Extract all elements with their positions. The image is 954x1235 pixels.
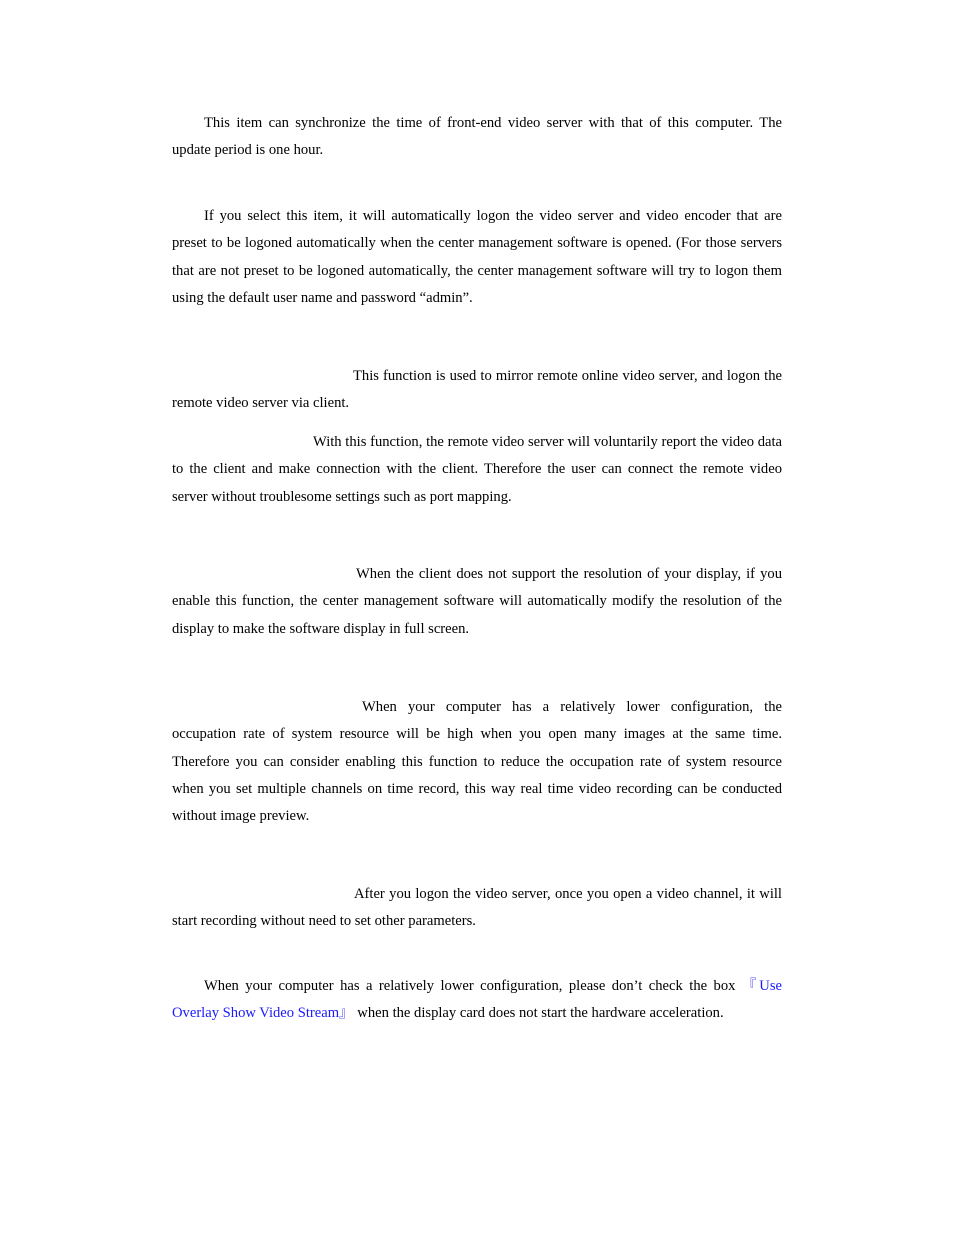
paragraph-no-preview: When your computer has a relatively lower configuration, the occupation rate of system resource will be high when you open many images at the same time. Therefore you can consider enabling this function to reduce the occupation rate of system resource when you set multiple channels on time record, this way real time video recording can be conducted without image preview.	[172, 699, 782, 825]
note-text-before: When your computer has a relatively lower configuration, please don’t check the box	[204, 978, 742, 994]
note-text-after: when the display card does not start the hardware acceleration.	[353, 1005, 724, 1022]
paragraph-auto-logon: If you select this item, it will automatically logon the video server and video encoder that are preset to be logoned automatically when the center management software is opened. (For those servers that are not preset to be logoned automatically, the center management software will try to logon them using the default user name and password “admin”.	[172, 208, 782, 306]
paragraph-active-report: With this function, the remote video server will voluntarily report the video data to the client and make connection with the client. Therefore the user can connect the remote video server without troublesome settings such as port mapping.	[172, 434, 782, 505]
paragraph-overlay-note	[172, 973, 782, 1028]
paragraph-mirror: This function is used to mirror remote online video server, and logon the remote video server via client.	[172, 368, 782, 412]
overlay-option-reference: 『Use Overlay Show Video Stream』	[172, 978, 783, 1022]
paragraph-auto-record: After you logon the video server, once you open a video channel, it will start recording without need to set other parameters.	[172, 886, 782, 930]
paragraph-resolution: When the client does not support the resolution of your display, if you enable this function, the center management software will automatically modify the resolution of the display to make the software display in full screen.	[172, 566, 782, 637]
paragraph-time-sync: This item can synchronize the time of front-end video server with that of this computer. The update period is one hour.	[172, 115, 782, 159]
